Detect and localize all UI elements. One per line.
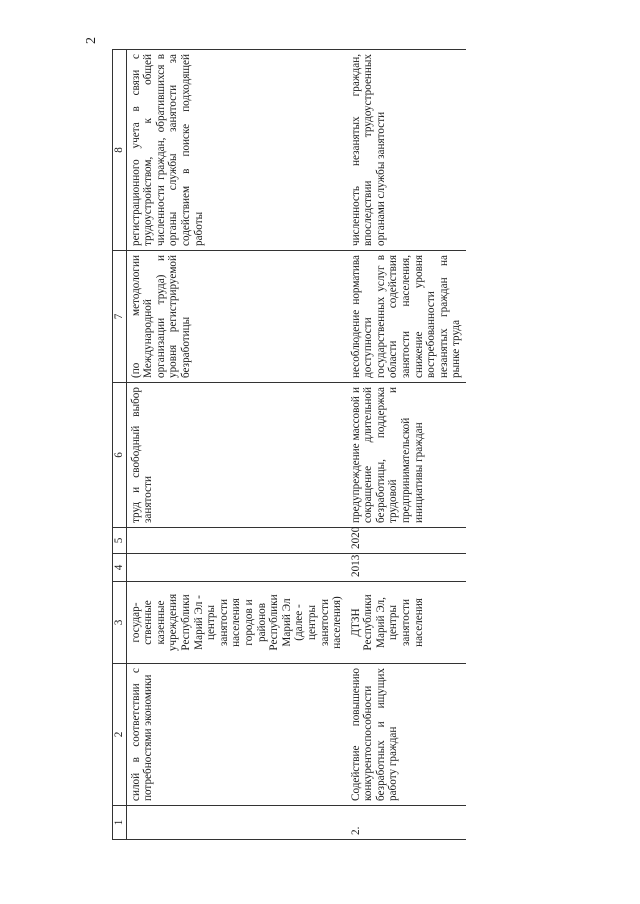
row2-executor: ДТЗН Республики Марий Эл, центры занятости населения: [347, 582, 466, 664]
row1-number: [126, 806, 347, 840]
page-number: 2: [84, 37, 99, 44]
header-row: [113, 50, 127, 840]
table-row: [347, 50, 466, 840]
column-header-8: 8: [113, 50, 127, 251]
row2-end-year: 2020: [347, 528, 466, 554]
row2-measure: Содействие повышению конкурентоспособности безработных и ищущих работу граждан: [347, 664, 466, 806]
column-header-5: 5: [113, 528, 127, 554]
row2-consequences: несоблюдение норматива доступности государственных услуг в области содействия занятости населения, снижение уровня востребованности незанятых граждан на рынке труда: [347, 251, 466, 383]
row1-end-year: [126, 528, 347, 554]
column-header-7: 7: [113, 251, 127, 383]
column-header-6: 6: [113, 383, 127, 528]
rotated-table-sheet: [112, 50, 532, 840]
row1-indicator: регистрационного учета в связи с трудоустройством, к общей численности граждан, обратившихся в органы службы занятости за содействием в поиске подходящей работы: [126, 50, 347, 251]
row1-result: труд и свободный выбор занятости: [126, 383, 347, 528]
column-header-4: 4: [113, 554, 127, 582]
row2-start-year: 2013: [347, 554, 466, 582]
table-row: [126, 50, 347, 840]
row1-start-year: [126, 554, 347, 582]
column-header-2: 2: [113, 664, 127, 806]
column-header-1: 1: [113, 806, 127, 840]
row1-measure: силой в соответствии с потребностями экономики: [126, 664, 347, 806]
column-header-3: 3: [113, 582, 127, 664]
row2-number: 2.: [347, 806, 466, 840]
row1-executor: государ-ственные казенные учреждения Республики Марий Эл - центры занятости населения городов и районов Республики Марий Эл (далее - центры занятости населения): [126, 582, 347, 664]
row2-result: предупреждение массовой и сокращение длительной безработицы, поддержка трудовой и предпринимательской инициативы граждан: [347, 383, 466, 528]
row1-consequences: (по методологии Международной организации труда) и уровня регистрируемой безработицы: [126, 251, 347, 383]
row2-indicator: численность незанятых граждан, впоследствии трудоустроенных органами службы занятости: [347, 50, 466, 251]
measures-table: [112, 49, 466, 840]
